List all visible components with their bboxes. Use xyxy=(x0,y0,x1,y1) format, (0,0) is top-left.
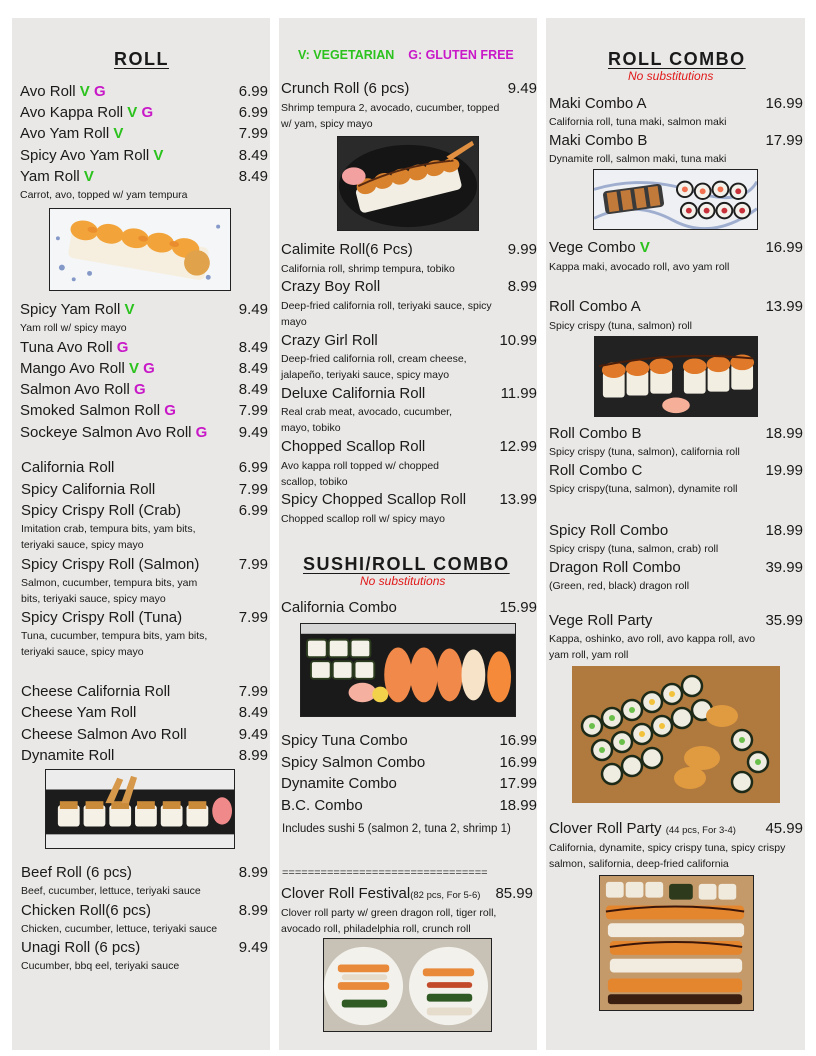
item-price: 11.99 xyxy=(500,385,537,402)
item-price: 13.99 xyxy=(765,298,803,315)
item-description: California, dynamite, spicy crispy tuna, spicy crispy salmon, salifornia, deep-fried california xyxy=(549,842,786,870)
section-title-sushi-roll-combo: SUSHI/ROLL COMBO xyxy=(303,554,510,574)
item-price: 9.49 xyxy=(238,424,268,441)
item-description: Chicken, cucumber, lettuce, teriyaki sauce xyxy=(21,923,218,935)
item-price: 6.99 xyxy=(238,459,268,476)
item-price: 9.49 xyxy=(238,939,268,956)
item-description: Imitation crab, tempura bits, yam bits, teriyaki sauce, spicy mayo xyxy=(21,523,196,551)
item-name: Spicy Crispy Roll (Crab) xyxy=(21,502,182,519)
item-name: Maki Combo B xyxy=(549,132,648,149)
item-price: 18.99 xyxy=(765,425,803,442)
legend-vegetarian: V: VEGETARIAN xyxy=(298,48,395,62)
item-name: Roll Combo C xyxy=(549,462,643,479)
item-price: 13.99 xyxy=(499,491,537,508)
item-description: California roll, tuna maki, salmon maki xyxy=(549,116,727,128)
item-name: Vege Roll Party xyxy=(549,612,653,629)
item-description: Cucumber, bbq eel, teriyaki sauce xyxy=(21,960,180,972)
item-name: California Combo xyxy=(281,599,397,616)
menu-column-rolls xyxy=(12,18,270,1050)
item-price: 7.99 xyxy=(238,609,268,626)
item-price: 12.99 xyxy=(499,438,537,455)
section-divider: ================================ xyxy=(282,867,488,879)
item-price: 85.99 xyxy=(495,885,533,902)
clover-festival-photo xyxy=(323,938,492,1032)
item-price: 6.99 xyxy=(238,83,268,100)
item-description: Spicy crispy (tuna, salmon, crab) roll xyxy=(549,543,719,555)
item-price: 7.99 xyxy=(238,402,268,419)
item-note: (44 pcs, For 3-4) xyxy=(665,825,736,836)
item-name: Beef Roll (6 pcs) xyxy=(21,864,132,881)
item-price: 10.99 xyxy=(499,332,537,349)
item-description: California roll, shrimp tempura, tobiko xyxy=(281,263,455,275)
item-price: 45.99 xyxy=(765,820,803,837)
item-description: Carrot, avo, topped w/ yam tempura xyxy=(20,189,188,201)
item-price: 7.99 xyxy=(238,556,268,573)
legend-gluten-free: G: GLUTEN FREE xyxy=(408,48,514,62)
item-name: Spicy California Roll xyxy=(21,481,156,498)
item-price: 8.99 xyxy=(507,278,537,295)
item-description: Deep-fried california roll, cream cheese, jalapeño, teriyaki sauce, spicy mayo xyxy=(281,353,467,381)
item-description: Shrimp tempura 2, avocado, cucumber, topped w/ yam, spicy mayo xyxy=(281,102,500,130)
item-price: 8.99 xyxy=(238,864,268,881)
item-price: 7.99 xyxy=(238,683,268,700)
item-description: Spicy crispy(tuna, salmon), dynamite roll xyxy=(549,483,738,495)
item-name: Roll Combo A xyxy=(549,298,641,315)
item-name: Maki Combo A xyxy=(549,95,647,112)
item-price: 8.49 xyxy=(238,704,268,721)
item-price: 8.49 xyxy=(238,360,268,377)
item-name: Chopped Scallop Roll xyxy=(281,438,426,455)
item-description: Avo kappa roll topped w/ chopped scallop, tobiko xyxy=(281,460,440,488)
item-description: Beef, cucumber, lettuce, teriyaki sauce xyxy=(21,885,201,897)
item-price: 6.99 xyxy=(238,502,268,519)
item-price: 18.99 xyxy=(499,797,537,814)
item-price: 9.99 xyxy=(507,241,537,258)
veg-tag: V xyxy=(128,360,139,377)
item-name: Dragon Roll Combo xyxy=(549,559,681,576)
item-description: Chopped scallop roll w/ spicy mayo xyxy=(281,513,445,525)
item-description: Spicy crispy (tuna, salmon) roll xyxy=(549,320,692,332)
item-price: 6.99 xyxy=(238,104,268,121)
item-name: Deluxe California Roll xyxy=(281,385,426,402)
gf-tag: G xyxy=(133,381,146,398)
item-name: Spicy Avo Yam Roll xyxy=(20,147,150,164)
item-name: Spicy Chopped Scallop Roll xyxy=(281,491,467,508)
item-price: 16.99 xyxy=(499,754,537,771)
item-price: 9.49 xyxy=(238,301,268,318)
item-name: Crazy Boy Roll xyxy=(281,278,381,295)
item-name: Spicy Salmon Combo xyxy=(281,754,426,771)
item-description: Clover roll party w/ green dragon roll, tiger roll, avocado roll, philadelphia roll, crunch roll xyxy=(281,907,497,935)
item-name: Smoked Salmon Roll xyxy=(20,402,161,419)
item-name: Spicy Crispy Roll (Salmon) xyxy=(21,556,200,573)
item-description: Deep-fried california roll, teriyaki sauce, spicy mayo xyxy=(281,300,492,328)
item-note: (82 pcs, For 5-6) xyxy=(410,890,481,901)
item-name: Cheese Salmon Avo Roll xyxy=(21,726,187,743)
item-price: 8.49 xyxy=(238,168,268,185)
item-price: 7.99 xyxy=(238,125,268,142)
item-name: California Roll xyxy=(21,459,115,476)
menu-column-specialty xyxy=(279,18,537,1050)
item-name: Tuna Avo Roll xyxy=(20,339,113,356)
item-name: Spicy Yam Roll xyxy=(20,301,121,318)
item-name: Dynamite Combo xyxy=(281,775,397,792)
item-description: Yam roll w/ spicy mayo xyxy=(20,322,127,334)
maki-combo-photo xyxy=(593,169,758,230)
veg-tag: V xyxy=(127,104,138,121)
item-price: 9.49 xyxy=(238,726,268,743)
veg-tag: V xyxy=(639,239,650,256)
item-price: 19.99 xyxy=(765,462,803,479)
item-price: 15.99 xyxy=(499,599,537,616)
gf-tag: G xyxy=(93,83,106,100)
item-name: Sockeye Salmon Avo Roll xyxy=(20,424,192,441)
item-name: Calimite Roll(6 Pcs) xyxy=(281,241,413,258)
item-name: Clover Roll Party xyxy=(549,820,662,837)
item-price: 17.99 xyxy=(765,132,803,149)
item-description: Spicy crispy (tuna, salmon), california roll xyxy=(549,446,740,458)
gf-tag: G xyxy=(164,402,176,419)
item-name: Vege Combo xyxy=(549,239,636,256)
veg-tag: V xyxy=(113,125,124,142)
gf-tag: G xyxy=(143,360,155,377)
item-description: (Green, red, black) dragon roll xyxy=(549,580,690,592)
item-name: Spicy Tuna Combo xyxy=(281,732,408,749)
no-substitutions-note: No substitutions xyxy=(628,69,714,83)
gf-tag: G xyxy=(116,339,129,356)
sushi-combo-photo xyxy=(300,623,516,717)
item-name: Dynamite Roll xyxy=(21,747,115,764)
roll-combo-photo xyxy=(594,336,758,417)
item-price: 9.49 xyxy=(507,80,537,97)
clover-roll-party-photo xyxy=(599,875,754,1011)
item-price: 8.49 xyxy=(238,147,268,164)
dietary-legend xyxy=(298,48,514,62)
item-description: Dynamite roll, salmon maki, tuna maki xyxy=(549,153,727,165)
item-name: Cheese California Roll xyxy=(21,683,171,700)
item-price: 35.99 xyxy=(765,612,803,629)
gf-tag: G xyxy=(195,424,208,441)
item-name: Avo Roll xyxy=(20,83,76,100)
item-name: Avo Yam Roll xyxy=(20,125,110,142)
veg-tag: V xyxy=(83,168,94,185)
combo-description: Includes sushi 5 (salmon 2, tuna 2, shrimp 1) xyxy=(282,823,511,835)
item-name: Yam Roll xyxy=(20,168,80,185)
item-price: 8.99 xyxy=(238,747,268,764)
item-name: Chicken Roll(6 pcs) xyxy=(21,902,152,919)
item-price: 16.99 xyxy=(765,239,803,256)
veg-tag: V xyxy=(79,83,90,100)
item-price: 8.49 xyxy=(238,339,268,356)
item-name: Unagi Roll (6 pcs) xyxy=(21,939,141,956)
item-price: 39.99 xyxy=(765,559,803,576)
section-title-roll: ROLL xyxy=(114,49,169,69)
menu-column-roll-combos xyxy=(546,18,805,1050)
item-price: 7.99 xyxy=(238,481,268,498)
gf-tag: G xyxy=(141,104,154,121)
item-name: Clover Roll Festival xyxy=(281,885,411,902)
item-name: Spicy Roll Combo xyxy=(549,522,669,539)
crunch-roll-photo xyxy=(337,136,479,231)
item-price: 8.49 xyxy=(238,381,268,398)
item-name: Cheese Yam Roll xyxy=(21,704,137,721)
no-substitutions-note: No substitutions xyxy=(360,574,446,588)
item-name: Mango Avo Roll xyxy=(20,360,125,377)
item-name: Roll Combo B xyxy=(549,425,642,442)
section-title-roll-combo: ROLL COMBO xyxy=(608,49,746,69)
item-name: Crazy Girl Roll xyxy=(281,332,378,349)
item-description: Tuna, cucumber, tempura bits, yam bits, teriyaki sauce, spicy mayo xyxy=(21,630,208,658)
yam-roll-photo xyxy=(49,208,231,291)
vege-roll-party-photo xyxy=(572,666,780,803)
dynamite-roll-photo xyxy=(45,769,235,849)
item-description: Kappa, oshinko, avo roll, avo kappa roll, avo yam roll, yam roll xyxy=(549,633,756,661)
item-price: 16.99 xyxy=(765,95,803,112)
veg-tag: V xyxy=(124,301,135,318)
item-description: Salmon, cucumber, tempura bits, yam bits, teriyaki sauce, spicy mayo xyxy=(21,577,198,605)
item-name: Avo Kappa Roll xyxy=(20,104,124,121)
item-price: 17.99 xyxy=(499,775,537,792)
item-description: Real crab meat, avocado, cucumber, mayo, tobiko xyxy=(281,406,453,434)
item-price: 8.99 xyxy=(238,902,268,919)
item-description: Kappa maki, avocado roll, avo yam roll xyxy=(549,261,730,273)
item-name: B.C. Combo xyxy=(281,797,363,814)
item-price: 18.99 xyxy=(765,522,803,539)
item-name: Salmon Avo Roll xyxy=(20,381,130,398)
item-name: Spicy Crispy Roll (Tuna) xyxy=(21,609,183,626)
item-price: 16.99 xyxy=(499,732,537,749)
veg-tag: V xyxy=(153,147,164,164)
item-name: Crunch Roll (6 pcs) xyxy=(281,80,410,97)
